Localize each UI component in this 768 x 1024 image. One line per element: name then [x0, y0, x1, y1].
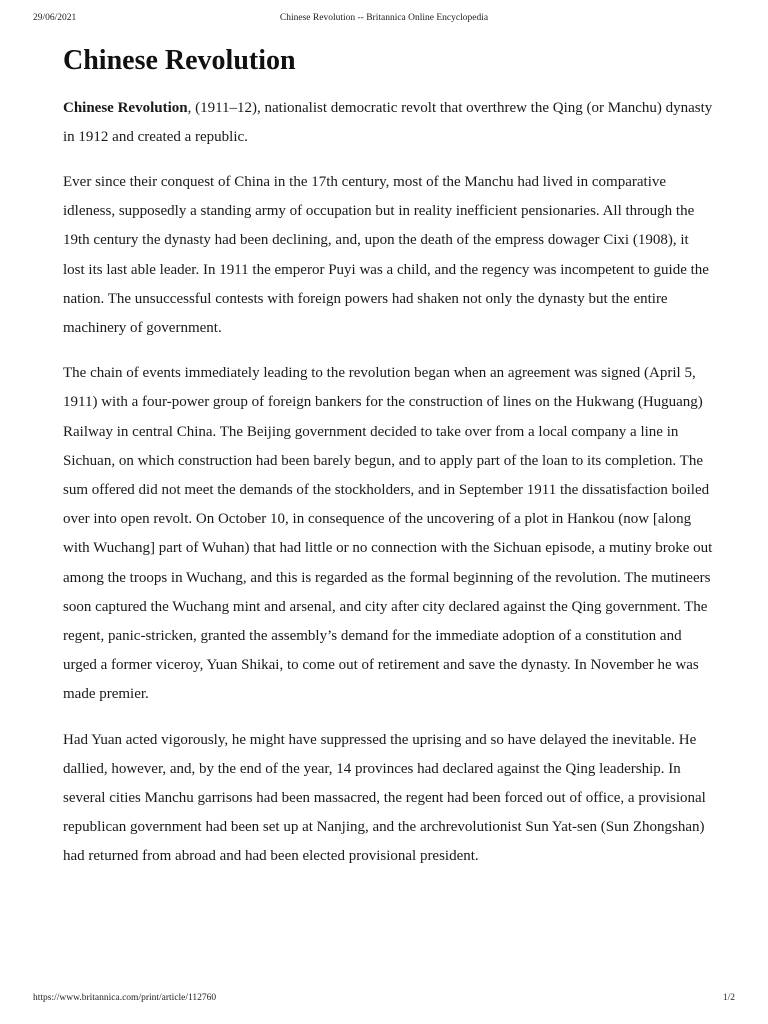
page-number: 1/2	[722, 993, 735, 1003]
intro-term: Chinese Revolution	[63, 99, 188, 116]
intro-text: , (1911–12), nationalist democratic revolt that overthrew the Qing (or Manchu) dynasty in 1912 and created a republic.	[63, 99, 713, 145]
intro-paragraph	[63, 94, 713, 152]
body-paragraph: The chain of events immediately leading to the revolution began when an agreement was signed (April 5, 1911) with a four-power group of foreign bankers for the construction of lines on the Hukwang (Huguang) Railway in central China. The Beijing government decided to take over from a local company a line in Sichuan, on which construction had been barely begun, and to apply part of the loan to its completion. The sum offered did not meet the demands of the stockholders, and in September 1911 the dissatisfaction boiled over into open revolt. On October 10, in consequence of the uncovering of a plot in Hankou (now [along with Wuchang] part of Wuhan) that had little or no connection with the Sichuan episode, a mutiny broke out among the troops in Wuchang, and this is regarded as the formal beginning of the revolution. The mutineers soon captured the Wuchang mint and arsenal, and city after city declared against the Qing government. The regent, panic-stricken, granted the assembly’s demand for the immediate adoption of a constitution and urged a former viceroy, Yuan Shikai, to come out of retirement and save the dynasty. In November he was made premier.	[63, 365, 713, 703]
print-header	[33, 13, 735, 27]
body-paragraph: Had Yuan acted vigorously, he might have suppressed the uprising and so have delayed the inevitable. He dallied, however, and, by the end of the year, 14 provinces had declared against the Qing leadership. In several cities Manchu garrisons had been massacred, the regent had been forced out of office, a provisional republican government had been set up at Nanjing, and the archrevolutionist Sun Yat-sen (Sun Zhongshan) had returned from abroad and had been elected provisional president.	[63, 731, 706, 865]
print-date: 29/06/2021	[33, 13, 77, 23]
article	[63, 44, 713, 888]
print-page-title: Chinese Revolution -- Britannica Online Encyclopedia	[279, 13, 489, 23]
print-url: https://www.britannica.com/print/article/112760	[33, 993, 217, 1003]
body-paragraph: Ever since their conquest of China in the 17th century, most of the Manchu had lived in comparative idleness, supposedly a standing army of occupation but in reality inefficient pensionaries. All through the 19th century the dynasty had been declining, and, upon the death of the empress dowager Cixi (1908), it lost its last able leader. In 1911 the emperor Puyi was a child, and the regency was incompetent to guide the nation. The unsuccessful contests with foreign powers had shaken not only the dynasty but the entire machinery of government.	[63, 174, 709, 337]
article-heading: Chinese Revolution	[63, 45, 296, 76]
print-footer	[33, 993, 735, 1007]
